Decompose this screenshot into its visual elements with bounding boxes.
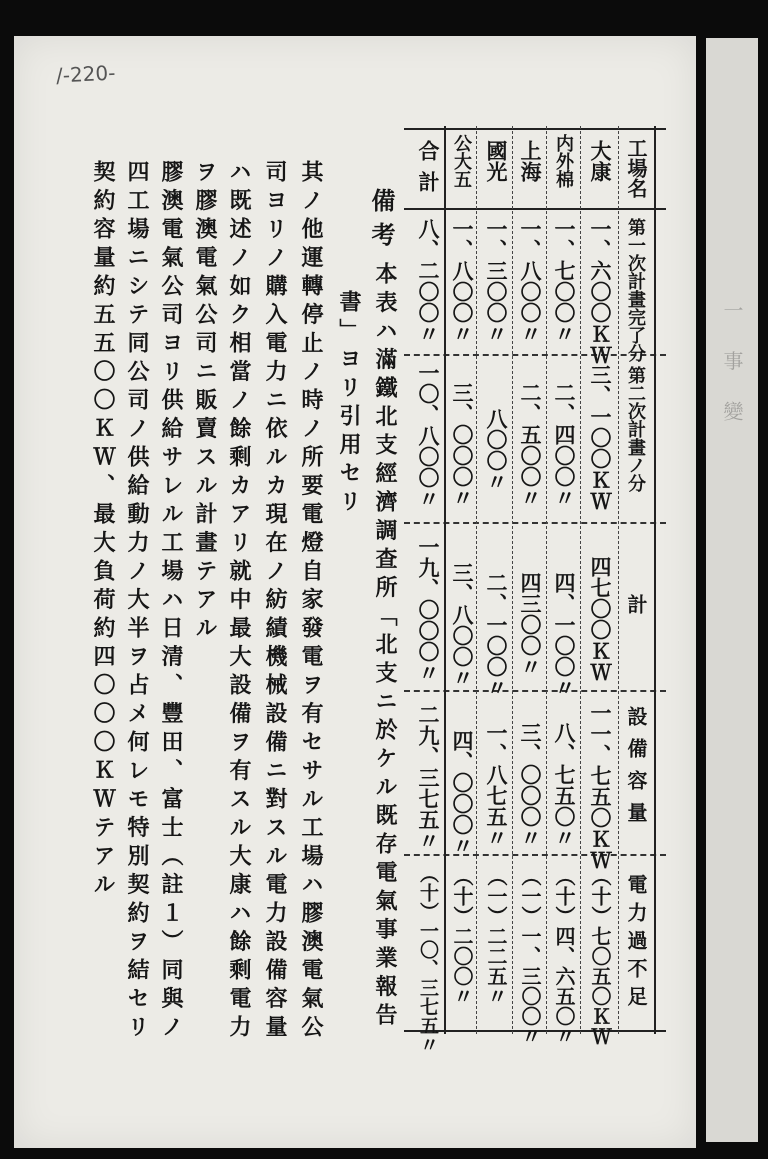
row-name: 合計 [416,140,441,202]
header-phase1: 第一次計畫完了分 [625,218,646,362]
row-phase2: 二、五〇〇〃 [518,382,543,508]
row-phase1: 一、三〇〇〃 [484,218,509,344]
row-name: 上海 [518,140,543,182]
row-name: 内外棉 [553,134,574,188]
power-capacity-table [404,126,666,1054]
adjacent-page-edge [706,38,758,1142]
row-total: 四七〇〇ＫＷ [588,556,613,682]
row-balance: （十）一〇、三七五〃 [417,864,439,1054]
row-total: 二、一〇〇〃 [484,572,509,698]
table-row-divider [476,126,477,1034]
notes-paragraph-line-7: 契約容量約五五〇〇ＫＷ、最大負荷約四〇〇〇ＫＷテアル [90,160,116,901]
notes-title: 備考 [367,188,396,256]
row-phase2: 三、一〇〇ＫＷ [588,364,613,511]
row-phase2: 三、〇〇〇〃 [450,382,475,508]
row-total: 四三〇〇〃 [518,572,543,677]
row-balance: （十）二〇〇〃 [450,866,474,1006]
notes-paragraph-line-3: ハ既述ノ如ク相當ノ餘剩カアリ就中最大設備ヲ有スル大康ハ餘剩電力 [226,160,252,1044]
row-name: 國光 [484,140,509,182]
header-balance: 電力過不足 [624,874,648,1014]
table-right-border [654,126,656,1034]
row-phase1: 一、六〇〇ＫＷ [588,218,613,365]
row-capacity: 四、〇〇〇〃 [450,730,475,856]
notes-paragraph-line-2: 司ヨリノ購入電力ニ依ルカ現在ノ紡績機械設備ニ對スル電力設備容量 [262,160,288,1044]
row-balance: （十）四、六五〇〃 [552,866,576,1046]
row-balance: （一）二二五〃 [484,866,508,1006]
table-row-divider [618,126,619,1034]
table-row-divider [580,126,581,1034]
bleed-through-text: 一 事 變 [720,300,744,433]
notes-paragraph-line-5: 膠澳電氣公司ヨリ供給サレル工場ハ日清、豐田、富士（註１）同與ノ [158,160,184,1044]
header-capacity: 設備容量 [624,706,648,834]
table-row-divider [512,126,513,1034]
notes-line-1: 本表ハ滿鐵北支經濟調查所「北支ニ於ケル既存電氣事業報告 [372,262,398,1032]
header-factory: 工場名 [624,138,648,198]
row-total: 一九、〇〇〇〃 [416,536,441,683]
notes-paragraph-line-1: 其ノ他運轉停止ノ時ノ所要電燈自家發電ヲ有セサル工場ハ膠澳電氣公 [298,160,324,1044]
row-balance: （一）一、三〇〇〃 [518,866,542,1046]
table-row-divider [546,126,547,1034]
header-total: 計 [624,594,648,614]
row-total: 三、八〇〇〃 [450,562,475,688]
notes-paragraph-line-4: ヲ膠澳電氣公司ニ販賣スル計畫テアル [192,160,218,645]
row-name: 公大五 [451,134,472,188]
pencil-page-note: /-220- [55,60,116,88]
header-phase2: 第二次計畫ノ分 [625,366,646,492]
row-phase1: 一、八〇〇〃 [518,218,543,344]
row-phase2: 一〇、八〇〇〃 [416,362,441,509]
notes-line-2: 書」ヨリ引用セリ [336,290,362,518]
row-name: 大康 [588,140,613,182]
row-capacity: 三、〇〇〇〃 [518,722,543,848]
row-capacity: 八、七五〇〃 [552,722,577,848]
row-total: 四、一〇〇〃 [552,572,577,698]
row-phase2: 八〇〇〃 [484,408,509,492]
row-phase1: 一、八〇〇〃 [450,218,475,344]
row-balance: （十）七〇五〇ＫＷ [588,866,612,1046]
row-phase1: 八、二〇〇〃 [416,218,441,344]
notes-paragraph-line-6: 四工場ニシテ同公司ノ供給動力ノ大半ヲ占メ何レモ特別契約ヲ結セリ [124,160,150,1044]
row-capacity: 二九、三七五〃 [416,704,441,851]
row-capacity: 一、八七五〃 [484,722,509,848]
row-phase1: 一、七〇〇〃 [552,218,577,344]
row-phase2: 二、四〇〇〃 [552,382,577,508]
row-capacity: 一一、七五〇ＫＷ [588,702,613,870]
table-total-divider [444,126,446,1034]
